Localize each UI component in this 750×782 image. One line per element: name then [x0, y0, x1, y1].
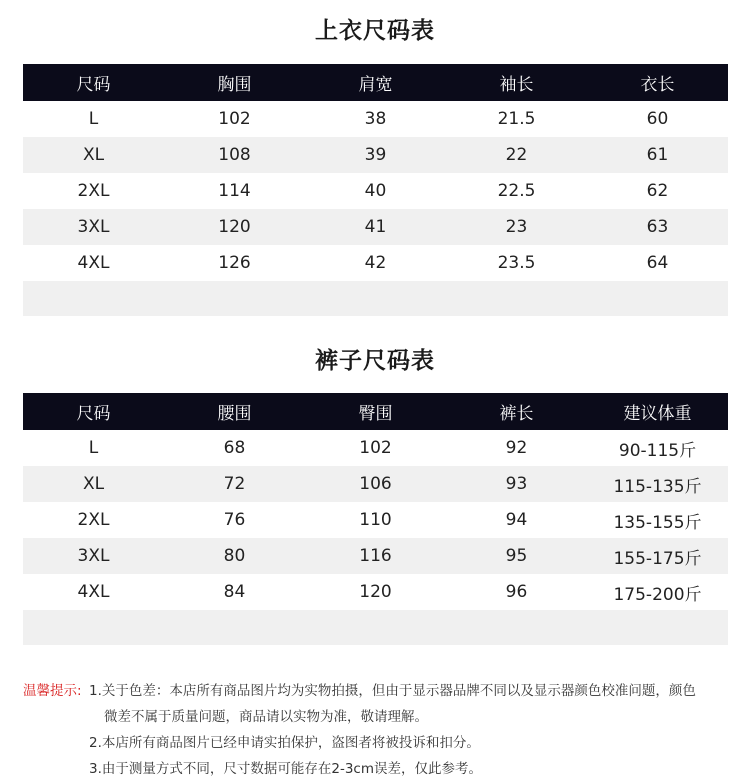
header-cell: 尺码 — [23, 393, 164, 430]
table-cell: 120 — [164, 209, 305, 245]
table-row — [23, 137, 728, 173]
table-cell: 63 — [587, 209, 728, 245]
table-cell: 4XL — [77, 253, 110, 273]
table-cell: 115-135斤 — [587, 466, 728, 502]
table-cell: 76 — [223, 510, 246, 530]
blank-cell — [164, 281, 305, 316]
table-cell: 38 — [364, 109, 387, 129]
table-cell: 62 — [646, 181, 669, 201]
table-cell: 40 — [364, 181, 387, 201]
header-cell: 尺码 — [23, 64, 164, 101]
header-cell: 臀围 — [305, 393, 446, 430]
table-cell: 155-175斤 — [587, 538, 728, 574]
table-row — [23, 173, 728, 209]
notice-line — [23, 730, 733, 756]
table-cell: L — [88, 438, 99, 458]
table-row — [23, 502, 728, 538]
table-blank-row — [23, 281, 728, 316]
table-row — [23, 101, 728, 137]
table-row — [23, 538, 728, 574]
table-cell: 22 — [446, 137, 587, 173]
table-cell: 175-200斤 — [613, 584, 702, 605]
notice-line — [23, 756, 733, 782]
table-cell: 3XL — [23, 538, 164, 574]
top-table-title: 上衣尺码表 — [315, 18, 435, 44]
table-cell: 22.5 — [497, 181, 536, 201]
table-row — [23, 430, 728, 466]
table-cell: 80 — [164, 538, 305, 574]
table-row — [23, 245, 728, 281]
notice-label: 温馨提示: — [23, 683, 82, 699]
table-cell: 94 — [505, 510, 528, 530]
header-cell: 衣长 — [587, 64, 728, 101]
table-cell: 64 — [646, 253, 669, 273]
table-cell: 102 — [359, 438, 392, 458]
notice-text: 微差不属于质量问题，商品请以实物为准，敬请理解。 — [104, 709, 428, 725]
header-cell: 肩宽 — [305, 64, 446, 101]
table-cell: 120 — [359, 582, 392, 602]
notice-line — [23, 678, 733, 704]
table-cell: 96 — [505, 582, 528, 602]
table-cell: 2XL — [77, 181, 110, 201]
notice-line — [23, 704, 733, 730]
table-cell: 4XL — [77, 582, 110, 602]
blank-cell — [446, 281, 587, 316]
table-cell: 68 — [223, 438, 246, 458]
table-cell: 90-115斤 — [618, 440, 697, 461]
notice-section — [23, 678, 733, 782]
table-cell: 92 — [505, 438, 528, 458]
table-cell: 135-155斤 — [613, 512, 702, 533]
blank-cell — [23, 281, 164, 316]
table-row — [23, 209, 728, 245]
table-cell: 61 — [587, 137, 728, 173]
table-cell: 60 — [646, 109, 669, 129]
table-cell: 84 — [223, 582, 246, 602]
blank-cell — [164, 610, 305, 645]
top-size-table — [23, 64, 728, 316]
pants-size-table — [23, 393, 728, 645]
header-cell: 建议体重 — [587, 393, 728, 430]
blank-cell — [305, 610, 446, 645]
table-cell: 93 — [446, 466, 587, 502]
table-row — [23, 574, 728, 610]
table-cell: 23 — [446, 209, 587, 245]
notice-text: 1.关于色差：本店所有商品图片均为实物拍摄，但由于显示器品牌不同以及显示器颜色校准问题，颜色 — [89, 683, 696, 699]
table-cell: 21.5 — [497, 109, 536, 129]
table-cell: 23.5 — [497, 253, 536, 273]
blank-cell — [587, 281, 728, 316]
table-cell: XL — [23, 466, 164, 502]
blank-cell — [587, 610, 728, 645]
table-cell: 116 — [305, 538, 446, 574]
table-cell: 39 — [305, 137, 446, 173]
table-cell: L — [88, 109, 99, 129]
notice-text: 3.由于测量方式不同，尺寸数据可能存在2-3cm误差，仅此参考。 — [89, 761, 483, 777]
table-cell: 72 — [164, 466, 305, 502]
table-cell: 102 — [218, 109, 251, 129]
table-cell: 114 — [218, 181, 251, 201]
blank-cell — [23, 610, 164, 645]
header-cell: 袖长 — [446, 64, 587, 101]
table-cell: XL — [23, 137, 164, 173]
table-cell: 110 — [359, 510, 392, 530]
header-cell: 胸围 — [164, 64, 305, 101]
table-cell: 41 — [305, 209, 446, 245]
pants-table-title: 裤子尺码表 — [315, 348, 435, 374]
table-header-row — [23, 64, 728, 101]
table-row — [23, 466, 728, 502]
table-cell: 2XL — [77, 510, 110, 530]
table-blank-row — [23, 610, 728, 645]
table-cell: 106 — [305, 466, 446, 502]
table-cell: 42 — [364, 253, 387, 273]
table-cell: 126 — [218, 253, 251, 273]
notice-text: 2.本店所有商品图片已经申请实拍保护，盗图者将被投诉和扣分。 — [89, 735, 480, 751]
blank-cell — [446, 610, 587, 645]
header-cell: 腰围 — [164, 393, 305, 430]
table-cell: 3XL — [23, 209, 164, 245]
blank-cell — [305, 281, 446, 316]
header-cell: 裤长 — [446, 393, 587, 430]
table-header-row — [23, 393, 728, 430]
table-cell: 108 — [164, 137, 305, 173]
table-cell: 95 — [446, 538, 587, 574]
